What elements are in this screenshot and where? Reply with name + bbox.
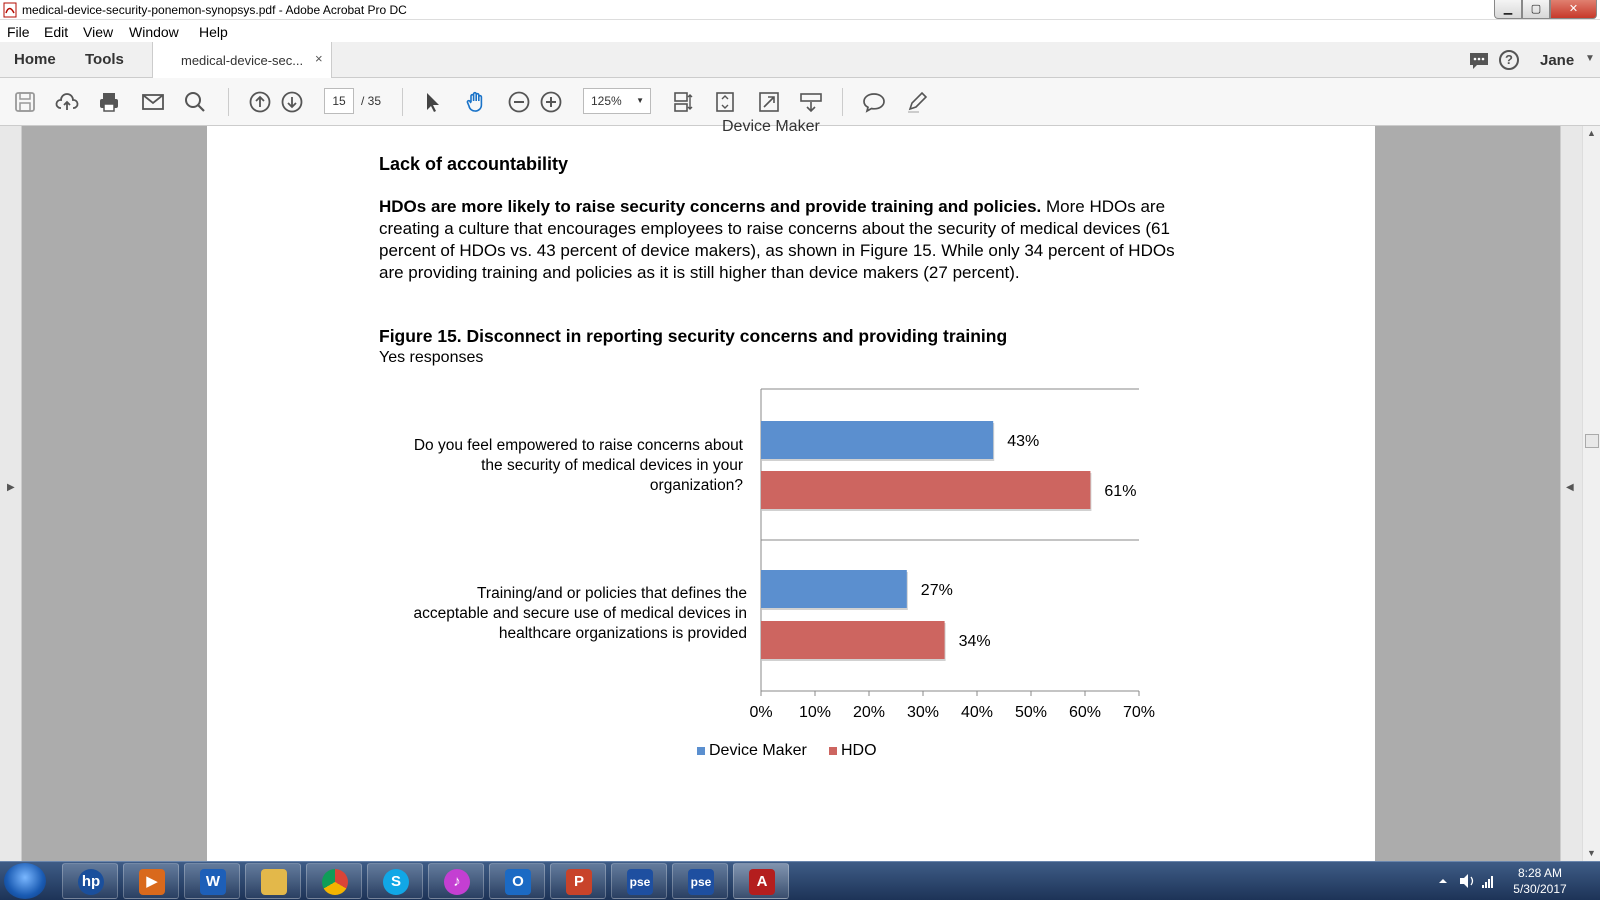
figure-title: Figure 15. Disconnect in reporting security concerns and providing training (379, 326, 1008, 346)
pse-icon: pse (688, 869, 714, 895)
x-tick-label: 20% (852, 704, 886, 721)
bar-device-maker (761, 421, 993, 459)
bar-device-maker (761, 570, 907, 608)
left-panel-toggle[interactable] (0, 126, 22, 861)
legend-label-hdo: HDO (841, 742, 877, 759)
email-icon[interactable] (141, 90, 165, 114)
print-icon[interactable] (97, 90, 121, 114)
x-tick-label: 40% (960, 704, 994, 721)
pse-icon: pse (627, 869, 653, 895)
data-label: 61% (1104, 483, 1137, 500)
taskbar-word-button[interactable] (184, 863, 240, 899)
previous-chart-legend: Device Maker (722, 118, 820, 135)
legend-hdo (829, 742, 877, 760)
acrobat-pdf-icon (2, 2, 18, 18)
full-screen-icon[interactable] (757, 90, 781, 114)
clock-time[interactable]: 8:28 AM (1517, 866, 1563, 880)
show-hidden-icons-icon (1439, 879, 1447, 883)
x-tick-label: 30% (906, 704, 940, 721)
scroll-up-icon[interactable]: ▲ (1587, 128, 1596, 138)
scroll-mode-icon[interactable] (670, 90, 694, 114)
data-label: 27% (920, 582, 953, 599)
taskbar-pse-button[interactable] (611, 863, 667, 899)
category-label-line: organization? (649, 477, 743, 494)
clock-date[interactable]: 5/30/2017 (1513, 882, 1567, 896)
taskbar-file-explorer-button[interactable] (245, 863, 301, 899)
comment-icon[interactable] (1468, 51, 1490, 71)
taskbar-pse-button[interactable] (672, 863, 728, 899)
x-tick-label: 10% (798, 704, 832, 721)
legend-swatch-hdo (829, 747, 837, 755)
vertical-scrollbar[interactable] (1582, 126, 1600, 861)
taskbar-itunes-button[interactable] (428, 863, 484, 899)
save-icon[interactable] (13, 90, 37, 114)
expand-left-icon[interactable]: ▶ (7, 482, 15, 493)
data-label: 43% (1007, 433, 1040, 450)
fit-page-icon[interactable] (713, 90, 737, 114)
paragraph-lead: HDOs are more likely to raise security concerns and provide training and policies. (379, 197, 1042, 216)
pdf-page (207, 118, 1375, 861)
close-window-button[interactable]: ✕ (1550, 0, 1597, 19)
menu-window[interactable]: Window (129, 24, 179, 40)
zoom-in-icon[interactable] (539, 90, 563, 114)
section-heading: Lack of accountability (379, 154, 569, 174)
tab-tools[interactable]: Tools (85, 51, 124, 68)
category-label-line: Do you feel empowered to raise concerns about (413, 437, 743, 454)
zoom-out-icon[interactable] (507, 90, 531, 114)
toolbar-separator (402, 88, 403, 116)
category-label-line: Training/and or policies that defines the (477, 585, 747, 602)
itunes-icon: ♪ (444, 869, 470, 895)
legend-device-maker (697, 742, 807, 760)
help-icon[interactable]: ? (1499, 50, 1519, 70)
scrollbar-thumb[interactable] (1585, 434, 1599, 448)
page-number-input[interactable]: 15 (324, 88, 354, 114)
zoom-select[interactable] (583, 88, 651, 114)
right-panel-toggle[interactable] (1560, 126, 1582, 861)
page-total: / 35 (361, 94, 382, 108)
figure-subtitle: Yes responses (379, 349, 484, 366)
toolbar-separator (842, 88, 843, 116)
maximize-button[interactable]: ▢ (1522, 0, 1550, 19)
window-title: medical-device-security-ponemon-synopsys.pdf - Adobe Acrobat Pro DC (22, 3, 407, 17)
tab-bar (0, 42, 1600, 78)
bar-hdo (761, 621, 945, 659)
x-tick-label: 70% (1122, 704, 1156, 721)
title-bar (0, 0, 1600, 20)
bar-hdo (761, 471, 1090, 509)
legend-swatch-device-maker (697, 747, 705, 755)
scroll-down-icon[interactable]: ▼ (1587, 848, 1596, 858)
category-label-line: healthcare organizations is provided (498, 625, 747, 642)
menu-help[interactable]: Help (199, 24, 228, 40)
data-label: 34% (958, 633, 991, 650)
taskbar-skype-button[interactable] (367, 863, 423, 899)
close-tab-button[interactable]: × (315, 51, 323, 66)
taskbar-chrome-button[interactable] (306, 863, 362, 899)
tab-home[interactable]: Home (14, 51, 56, 68)
word-icon: W (200, 869, 226, 895)
taskbar-hp-button[interactable] (62, 863, 118, 899)
acrobat-icon: A (749, 869, 775, 895)
taskbar-powerpoint-button[interactable] (550, 863, 606, 899)
x-tick-label: 60% (1068, 704, 1102, 721)
menu-bar (0, 20, 1600, 42)
previous-page-icon[interactable] (248, 90, 272, 114)
hp-icon: hp (78, 869, 104, 895)
taskbar-media-player-button[interactable] (123, 863, 179, 899)
tab-document-label: medical-device-sec... (181, 53, 304, 68)
skype-icon: S (383, 869, 409, 895)
x-tick-label: 0% (749, 704, 773, 721)
tab-document[interactable] (152, 42, 332, 78)
chevron-down-icon[interactable]: ▼ (1585, 53, 1595, 64)
chrome-icon (322, 869, 348, 895)
system-tray[interactable] (1430, 862, 1500, 900)
category-label-line: the security of medical devices in your (481, 457, 743, 474)
start-button[interactable] (4, 863, 46, 899)
taskbar-acrobat-button[interactable] (733, 863, 789, 899)
menu-view[interactable]: View (83, 24, 114, 40)
x-tick-label: 50% (1014, 704, 1048, 721)
outlook-icon: O (505, 869, 531, 895)
user-name[interactable]: Jane (1540, 52, 1575, 69)
read-mode-icon[interactable] (799, 90, 823, 114)
next-page-icon[interactable] (280, 90, 304, 114)
category-label-line: acceptable and secure use of medical devices in (413, 605, 747, 622)
zoom-value: 125% (591, 94, 622, 108)
menu-edit[interactable]: Edit (44, 24, 69, 40)
minimize-button[interactable]: ▁ (1494, 0, 1522, 19)
hand-tool-icon[interactable] (464, 90, 488, 114)
document-viewport (0, 118, 1600, 861)
powerpoint-icon: P (566, 869, 592, 895)
highlight-pen-icon[interactable] (905, 90, 929, 114)
windows-taskbar (0, 861, 1600, 900)
chevron-down-icon: ▼ (636, 96, 644, 105)
select-cursor-icon[interactable] (421, 90, 445, 114)
taskbar-outlook-button[interactable] (489, 863, 545, 899)
comment-tool-icon[interactable] (862, 90, 886, 114)
search-icon[interactable] (183, 90, 207, 114)
paragraph-text: More HDOs are creating a culture that encourages employees to raise concerns about the security of medical devices (61 percent of HDOs vs. 43 percent of device makers), as shown in Figure 15. While only 34 percent of HDOs are providing training and policies as it is still higher than device makers (27 percent). (379, 197, 1175, 282)
volume-icon (1460, 874, 1468, 888)
cloud-upload-icon[interactable] (55, 90, 79, 114)
toolbar-separator (228, 88, 229, 116)
media-player-icon: ▶ (139, 869, 165, 895)
expand-right-icon[interactable]: ◀ (1566, 482, 1574, 493)
menu-file[interactable]: File (7, 24, 30, 40)
legend-label-device-maker: Device Maker (709, 742, 807, 759)
file-explorer-icon (261, 869, 287, 895)
